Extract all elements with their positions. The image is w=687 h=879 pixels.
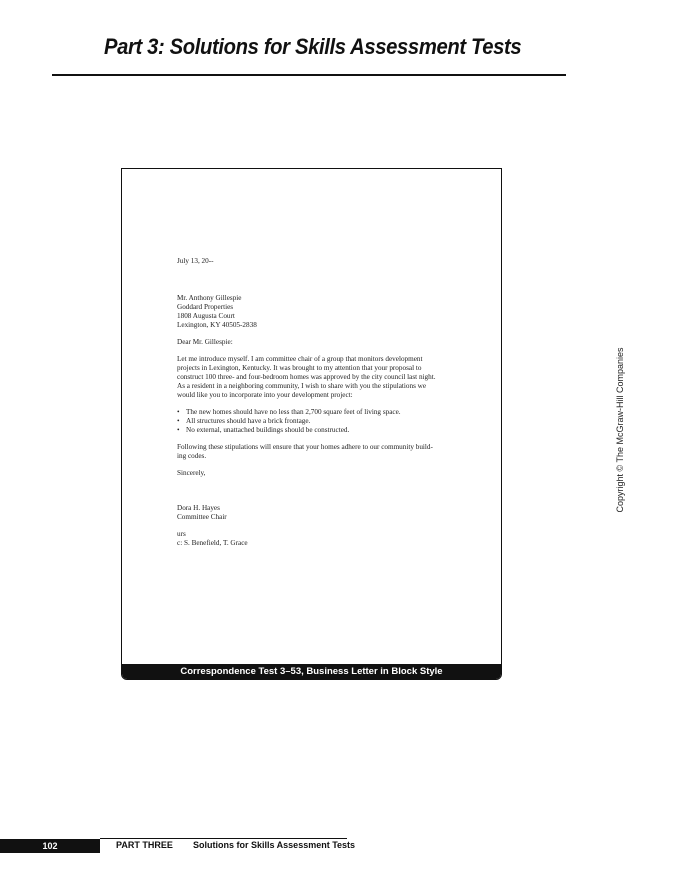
paragraph-line: Following these stipulations will ensure that your homes adhere to our community build-	[177, 443, 433, 451]
address-line: Goddard Properties	[177, 303, 234, 311]
letter-closing: Sincerely,	[177, 469, 206, 477]
paragraph-line: As a resident in a neighboring community, I wish to share with you the stipulations we	[177, 382, 427, 390]
list-item	[177, 408, 477, 417]
bullet-mark: •	[177, 408, 180, 416]
paragraph-line: construct 100 three- and four-bedroom homes was approved by the city council last night.	[177, 373, 436, 381]
address-line: 1808 Augusta Court	[177, 312, 235, 320]
letter-paragraph-2	[177, 443, 477, 461]
bullet-mark: •	[177, 417, 180, 425]
paragraph-line: Let me introduce myself. I am committee chair of a group that monitors development	[177, 355, 423, 363]
list-item	[177, 426, 477, 435]
signer-name: Dora H. Hayes	[177, 504, 220, 512]
footer-rule	[100, 838, 347, 839]
stipulations-list	[177, 408, 477, 435]
reference-initials: urs	[177, 530, 186, 538]
letter-date: July 13, 20--	[177, 257, 214, 265]
address-line: Mr. Anthony Gillespie	[177, 294, 242, 302]
page-header-title: Part 3: Solutions for Skills Assessment Tests	[104, 34, 522, 59]
paragraph-line: would like you to incorporate into your development project:	[177, 391, 353, 399]
letter-figure	[121, 168, 502, 680]
page-number: 102	[0, 839, 100, 853]
figure-caption: Correspondence Test 3–53, Business Letter in Block Style	[122, 664, 501, 679]
paragraph-line: ing codes.	[177, 452, 207, 460]
letter-paragraph-1	[177, 355, 477, 400]
footer-section-title: Solutions for Skills Assessment Tests	[193, 840, 356, 850]
list-item-text: The new homes should have no less than 2,700 square feet of living space.	[186, 408, 401, 416]
list-item-text: No external, unattached buildings should be constructed.	[186, 426, 350, 434]
signer-title: Committee Chair	[177, 513, 227, 521]
letter-salutation: Dear Mr. Gillespie:	[177, 338, 233, 346]
paragraph-line: projects in Lexington, Kentucky. It was brought to my attention that your proposal to	[177, 364, 422, 372]
copy-notation: c: S. Benefield, T. Grace	[177, 539, 248, 547]
footer-part-label: PART THREE	[116, 840, 173, 850]
list-item	[177, 417, 477, 426]
inside-address	[177, 294, 477, 330]
header-rule	[52, 74, 566, 76]
list-item-text: All structures should have a brick frontage.	[186, 417, 311, 425]
letter-body	[177, 257, 477, 548]
address-line: Lexington, KY 40505-2838	[177, 321, 257, 329]
copyright-notice: Copyright © The McGraw-Hill Companies	[615, 347, 625, 513]
bullet-mark: •	[177, 426, 180, 434]
